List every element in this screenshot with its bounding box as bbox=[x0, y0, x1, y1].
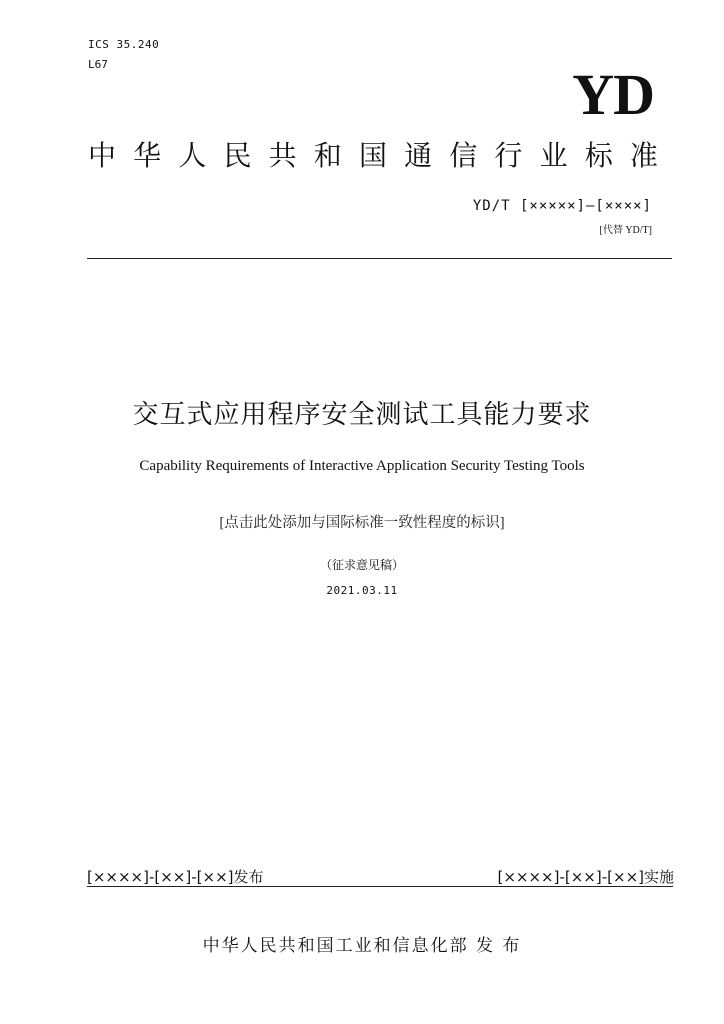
standard-type-char: 中 bbox=[88, 139, 117, 172]
release-date: [××××]-[××]-[××]发布 bbox=[87, 868, 264, 886]
standard-type-char: 民 bbox=[223, 139, 252, 172]
standard-type-heading bbox=[88, 139, 658, 172]
international-consistency-placeholder[interactable]: [点击此处添加与国际标准一致性程度的标识] bbox=[219, 515, 505, 531]
standard-type-char: 共 bbox=[268, 139, 297, 172]
classification-code: L67 bbox=[88, 58, 108, 71]
document-title-chinese: 交互式应用程序安全测试工具能力要求 bbox=[132, 400, 592, 430]
standard-number: YD/T [×××××]—[××××] bbox=[472, 198, 652, 214]
header-divider bbox=[87, 258, 672, 259]
standard-type-char: 信 bbox=[449, 139, 478, 172]
standard-type-char: 华 bbox=[133, 139, 162, 172]
standard-type-char: 行 bbox=[494, 139, 523, 172]
ics-code: ICS 35.240 bbox=[88, 38, 160, 51]
implementation-date: [××××]-[××]-[××]实施 bbox=[497, 868, 674, 886]
publisher: 中华人民共和国工业和信息化部 发 布 bbox=[202, 936, 522, 956]
yd-logo: YD bbox=[572, 62, 654, 127]
draft-status: （征求意见稿） bbox=[319, 558, 404, 572]
standard-type-char: 人 bbox=[178, 139, 207, 172]
standard-type-char: 和 bbox=[313, 139, 342, 172]
standard-type-char: 准 bbox=[629, 139, 658, 172]
replaces-note: [代替 YD/T] bbox=[599, 225, 652, 236]
footer-divider bbox=[87, 886, 673, 887]
standard-type-char: 国 bbox=[358, 139, 387, 172]
draft-date: 2021.03.11 bbox=[326, 584, 398, 597]
standard-type-char: 标 bbox=[584, 139, 613, 172]
document-title-english: Capability Requirements of Interactive Application Security Testing Tools bbox=[139, 458, 585, 474]
standard-type-char: 业 bbox=[539, 139, 568, 172]
standard-type-char: 通 bbox=[404, 139, 433, 172]
